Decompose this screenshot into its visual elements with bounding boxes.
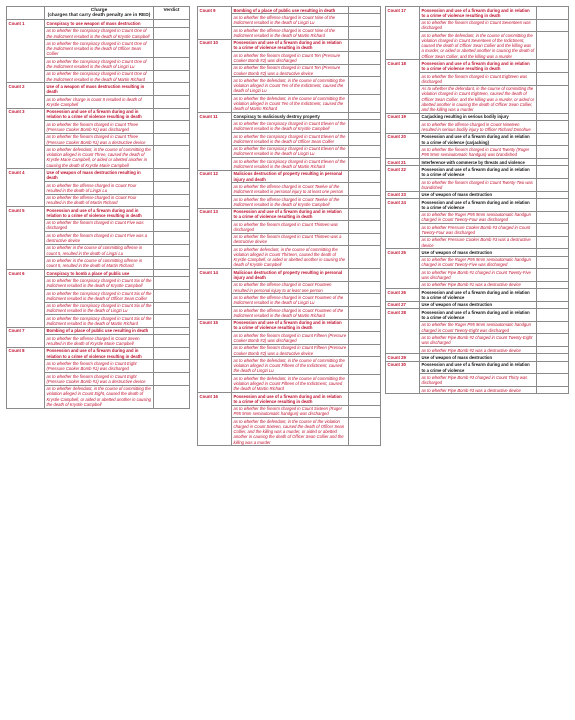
charge-text: Bombing of a place of public use resulting in death bbox=[45, 327, 154, 334]
verdict-cell[interactable] bbox=[154, 169, 190, 182]
charge-text: Use of weapon of mass destruction bbox=[420, 191, 537, 198]
sub-question-text: as to whether the defendant, in the course of committing the violation alleged in Count Fifteen of the Indictment, caused the death of Lingzi Lu bbox=[232, 357, 349, 375]
verdict-cell[interactable] bbox=[349, 357, 381, 375]
verdict-column-3 bbox=[385, 6, 569, 394]
count-row bbox=[7, 83, 190, 96]
verdict-cell[interactable] bbox=[537, 85, 569, 113]
sub-question-text: as to whether the Ruger P95 9mm semiautomatic handgun charged in Count Twenty-Eight was discharged bbox=[420, 321, 537, 334]
count-row bbox=[7, 207, 190, 220]
verdict-cell[interactable] bbox=[349, 393, 381, 406]
sub-question-text: as to whether in the course of committing offense in count 5, resulted in the death of Martin Richard bbox=[45, 257, 154, 270]
verdict-cell[interactable] bbox=[349, 158, 381, 171]
charge-text: Possession and use of a firearm during and in relation to a crime of violence resulting in death bbox=[232, 319, 349, 332]
charge-header-title: Charge bbox=[90, 7, 108, 13]
sub-question-text: as to whether Pressure Cooker Bomb #3 charged in Count Twenty-Four was discharged bbox=[420, 224, 537, 237]
verdict-cell[interactable] bbox=[537, 354, 569, 361]
table-header-row bbox=[7, 7, 190, 20]
verdict-cell[interactable] bbox=[349, 26, 381, 39]
count-row bbox=[7, 169, 190, 182]
count-row bbox=[386, 191, 569, 198]
sub-question-text: as to whether the offense charged in Count Fourteen of the Indictment resulted in the death of Lingzi Lu bbox=[232, 294, 349, 307]
sub-question-text: as to whether in the course of committing offense in count 5, resulted in the death of Lingzi Lu bbox=[45, 244, 154, 257]
verdict-cell[interactable] bbox=[537, 72, 569, 85]
verdict-cell[interactable] bbox=[154, 385, 190, 408]
count-label: Count 10 bbox=[198, 39, 232, 112]
sub-question-text: as to whether the firearm charged in Count Thirteen was a destructive device bbox=[232, 233, 349, 246]
verdict-cell[interactable] bbox=[349, 112, 381, 119]
verdict-cell[interactable] bbox=[154, 373, 190, 386]
verdict-cell[interactable] bbox=[349, 208, 381, 221]
verdict-cell[interactable] bbox=[537, 198, 569, 211]
verdict-cell[interactable] bbox=[537, 374, 569, 387]
verdict-cell[interactable] bbox=[154, 290, 190, 303]
count-label: Count 4 bbox=[7, 169, 45, 207]
count-row bbox=[386, 7, 569, 20]
verdict-cell[interactable] bbox=[349, 307, 381, 320]
count-row bbox=[7, 347, 190, 360]
count-label: Count 18 bbox=[386, 60, 420, 113]
count-row bbox=[7, 270, 190, 277]
count-row bbox=[386, 309, 569, 322]
sub-question-text: as to whether the conspiracy charged in Count Six of the Indictment resulted in the death of Martin Richard bbox=[45, 315, 154, 328]
sub-question-text: as to whether the conspiracy charged in Count One of the Indictment resulted in the death of Officer Sean Collier bbox=[45, 40, 154, 58]
verdict-cell[interactable] bbox=[349, 195, 381, 208]
sub-question-text: as to whether the offense charged in Count Nine of the Indictment resulted in the death of Martin Richard bbox=[232, 26, 349, 39]
charge-text: Possession and use of a firearm during and in relation to a crime of violence resulting in death bbox=[45, 347, 154, 360]
count-label: Count 13 bbox=[198, 208, 232, 269]
verdict-cell[interactable] bbox=[154, 302, 190, 315]
verdict-cell[interactable] bbox=[537, 121, 569, 134]
sub-question-text: as to whether the offense charged in Count Four resulted in the death of Martin Richard bbox=[45, 194, 154, 207]
count-label: Count 6 bbox=[7, 270, 45, 328]
sub-question-text: as to whether the defendant, in the course of committing the violation alleged in Count Ten of the Indictment, caused the death of Martin Richard bbox=[232, 95, 349, 113]
count-label: Count 17 bbox=[386, 7, 420, 60]
verdict-cell[interactable] bbox=[154, 347, 190, 360]
charge-text: Malicious destruction of property resulting in personal injury and death bbox=[232, 170, 349, 183]
sub-question-text: as to whether the offense charged in Count Twelve of the Indictment resulted in the death of Krystle Campbell bbox=[232, 195, 349, 208]
sub-question-text: as to whether the firearm charged in Count Sixteen (Ruger P95 9mm semiautomatic handgun) was discharged bbox=[232, 405, 349, 418]
count-row bbox=[386, 158, 569, 165]
sub-question-text: as to whether the firearm charged in Count Fifteen (Pressure Cooker Bomb #2) was a destructive device bbox=[232, 344, 349, 357]
verdict-column-1 bbox=[6, 6, 190, 409]
verdict-cell[interactable] bbox=[537, 32, 569, 60]
count-row bbox=[198, 269, 381, 282]
verdict-cell[interactable] bbox=[154, 121, 190, 134]
sub-question-text: as to whether the Ruger P95 9mm semiautomatic handgun charged in Count Twenty-Five was discharged bbox=[420, 256, 537, 269]
verdict-cell[interactable] bbox=[154, 194, 190, 207]
sub-question-text: as to whether the defendant, in the course of committing the violation alleged in Count Fifteen of the Indictment, caused the death of Martin Richard bbox=[232, 375, 349, 393]
verdict-cell[interactable] bbox=[349, 281, 381, 294]
count-label: Count 19 bbox=[386, 113, 420, 133]
verdict-cell[interactable] bbox=[154, 20, 190, 27]
verdict-cell[interactable] bbox=[349, 170, 381, 183]
verdict-table bbox=[6, 6, 190, 409]
sub-question-text: as to whether defendant, in the course of committing the violation alleged in Count Thirteen, caused the death of Krystle Campbell, or aided or abetted another in causing the death of Krystle Campbell bbox=[232, 246, 349, 269]
charge-text: Possession and use of a firearm during and in relation to a crime of violence resulting in death bbox=[45, 207, 154, 220]
count-row bbox=[198, 112, 381, 119]
sub-question-text: as to whether the offense charged in Count Twelve of the Indictment resulted in personal injury to at least one person bbox=[232, 183, 349, 196]
verdict-cell[interactable] bbox=[349, 269, 381, 282]
count-label: Count 1 bbox=[7, 20, 45, 83]
verdict-cell[interactable] bbox=[537, 269, 569, 282]
verdict-cell[interactable] bbox=[537, 191, 569, 198]
charge-text: Possession and use of a firearm during and in relation to a crime of violence resulting in death bbox=[232, 39, 349, 52]
count-label: Count 11 bbox=[198, 112, 232, 170]
count-label: Count 14 bbox=[198, 269, 232, 319]
count-label: Count 25 bbox=[386, 249, 420, 289]
verdict-cell[interactable] bbox=[537, 224, 569, 237]
sub-question-text: as to whether the offense charged in Count Four resulted in the death of Lingzi Lu bbox=[45, 181, 154, 194]
count-label: Count 20 bbox=[386, 133, 420, 158]
sub-question-text: as to whether defendant, in the course of committing the violation alleged in Count Three, caused the death of Krystle Marie Campbell, or aided or abetted another in causing the death of Krystle Marie Campbell bbox=[45, 146, 154, 169]
verdict-cell[interactable] bbox=[154, 58, 190, 71]
verdict-table bbox=[197, 6, 381, 446]
sub-question-text: as to whether the conspiracy charged in Count Eleven of the Indictment resulted in the death of Krystle Campbell bbox=[232, 120, 349, 133]
charge-text: Possession and use of a firearm during and in relation to a crime of violence bbox=[420, 309, 537, 322]
sub-question-text: as to whether the firearm charged in Count Ten (Pressure Cooker Bomb #2) was discharged bbox=[232, 52, 349, 65]
verdict-cell[interactable] bbox=[154, 27, 190, 40]
count-label: Count 9 bbox=[198, 7, 232, 40]
verdict-cell[interactable] bbox=[537, 211, 569, 224]
charge-text: Bombing of a place of public use resulting in death bbox=[232, 7, 349, 14]
sub-question-text: as to whether the conspiracy charged in Count Eleven of the Indictment resulted in the death of Officer Sean Collier bbox=[232, 132, 349, 145]
verdict-cell[interactable] bbox=[154, 207, 190, 220]
count-label: Count 5 bbox=[7, 207, 45, 270]
charge-text: Use of weapon of mass destruction bbox=[420, 249, 537, 256]
count-label: Count 8 bbox=[7, 347, 45, 408]
verdict-cell[interactable] bbox=[537, 347, 569, 354]
verdict-cell[interactable] bbox=[349, 95, 381, 113]
verdict-cell[interactable] bbox=[537, 289, 569, 302]
count-row bbox=[198, 170, 381, 183]
count-header-cell bbox=[7, 7, 45, 20]
verdict-cell[interactable] bbox=[349, 52, 381, 65]
verdict-cell[interactable] bbox=[349, 145, 381, 158]
verdict-cell[interactable] bbox=[154, 315, 190, 328]
verdict-cell[interactable] bbox=[154, 70, 190, 83]
count-label: Count 3 bbox=[7, 108, 45, 169]
verdict-cell[interactable] bbox=[154, 232, 190, 245]
verdict-cell[interactable] bbox=[154, 95, 190, 108]
verdict-cell[interactable] bbox=[349, 319, 381, 332]
verdict-cell[interactable] bbox=[537, 158, 569, 165]
charge-text: Malicious destruction of property resulting in personal injury and death bbox=[232, 269, 349, 282]
charge-header-subtitle: (charges that carry death penalty are in RED) bbox=[47, 13, 151, 19]
count-label: Count 27 bbox=[386, 301, 420, 308]
charge-text: Use of weapon of mass destruction bbox=[420, 301, 537, 308]
verdict-cell[interactable] bbox=[349, 64, 381, 77]
count-row bbox=[386, 361, 569, 374]
verdict-cell[interactable] bbox=[537, 166, 569, 179]
verdict-header: Verdict bbox=[154, 7, 190, 20]
count-label: Count 21 bbox=[386, 158, 420, 165]
sub-question-text: as to whether the offense charged in Count Nineteen resulted in serious bodily injury to Officer Richard Donohue bbox=[420, 121, 537, 134]
sub-question-text: as to whether the firearm charged in Count Fifteen (Pressure Cooker Bomb #2) was discharged bbox=[232, 332, 349, 345]
verdict-cell[interactable] bbox=[154, 181, 190, 194]
verdict-cell[interactable] bbox=[537, 236, 569, 249]
charge-header bbox=[45, 7, 154, 20]
count-row bbox=[7, 108, 190, 121]
verdict-cell[interactable] bbox=[154, 327, 190, 334]
sub-question-text: as to whether the offense charged in Count Nine of the Indictment resulted in the death of Lingzi Lu bbox=[232, 14, 349, 27]
verdict-cell[interactable] bbox=[349, 132, 381, 145]
count-row bbox=[386, 289, 569, 302]
sub-question-text: as to whether Pipe Bomb #2 charged in Count Twenty-Eight was discharged bbox=[420, 334, 537, 347]
verdict-cell[interactable] bbox=[537, 387, 569, 394]
charge-text: Possession and use of a firearm during and in relation to a crime of violence bbox=[420, 166, 537, 179]
count-label: Count 26 bbox=[386, 289, 420, 302]
charge-text: Use of weapon of mass destruction resulting in death bbox=[45, 169, 154, 182]
verdict-cell[interactable] bbox=[349, 7, 381, 14]
verdict-cell[interactable] bbox=[349, 221, 381, 234]
verdict-cell[interactable] bbox=[154, 133, 190, 146]
sub-question-text: as to whether the conspiracy charged in Count Six of the Indictment resulted in the death of Lingzi Lu bbox=[45, 302, 154, 315]
count-row bbox=[386, 301, 569, 308]
sub-question-text: as to whether the firearm charged in Count Twenty-Two was brandished bbox=[420, 178, 537, 191]
count-row bbox=[386, 354, 569, 361]
count-row bbox=[7, 327, 190, 334]
charge-text: Conspiracy to bomb a place of public use bbox=[45, 270, 154, 277]
sub-question-text: as to whether the conspiracy charged in Count One of the Indictment resulted in the death of Krystle Campbell bbox=[45, 27, 154, 40]
verdict-cell[interactable] bbox=[349, 233, 381, 246]
charge-text: Use of weapon of mass destruction bbox=[420, 354, 537, 361]
sub-question-text: as to whether the conspiracy charged in Count Eleven of the Indictment resulted in the death of Martin Richard bbox=[232, 158, 349, 171]
charge-text: Conspiracy to use weapon of mass destruction bbox=[45, 20, 154, 27]
verdict-cell[interactable] bbox=[349, 183, 381, 196]
verdict-cell[interactable] bbox=[349, 332, 381, 345]
count-row bbox=[386, 198, 569, 211]
count-row bbox=[198, 39, 381, 52]
verdict-cell[interactable] bbox=[537, 249, 569, 256]
verdict-cell[interactable] bbox=[349, 77, 381, 95]
charge-text: Possession and use of a firearm during and in relation to a crime of violence resulting in death bbox=[420, 7, 537, 20]
verdict-cell[interactable] bbox=[349, 405, 381, 418]
verdict-cell[interactable] bbox=[537, 281, 569, 288]
verdict-cell[interactable] bbox=[154, 40, 190, 58]
count-label: Count 15 bbox=[198, 319, 232, 392]
sub-question-text: as to whether Pipe Bomb #2 was a destructive device bbox=[420, 347, 537, 354]
verdict-cell[interactable] bbox=[154, 277, 190, 290]
count-label: Count 24 bbox=[386, 198, 420, 248]
sub-question-text: as to whether the firearm charged in Count Eight (Pressure Cooker Bomb #1) was a destructive device bbox=[45, 373, 154, 386]
verdict-cell[interactable] bbox=[349, 418, 381, 446]
sub-question-text: as to whether the defendant, in the course of committing the violation alleged in Count Ten of the Indictment, caused the death of Lingzi Lu bbox=[232, 77, 349, 95]
sub-question-text: as to whether the offense charged in Count Seven resulted in the death of Krystle Marie Campbell bbox=[45, 335, 154, 348]
verdict-cell[interactable] bbox=[154, 219, 190, 232]
verdict-cell[interactable] bbox=[537, 146, 569, 159]
sub-question-text: as to whether the firearm charged in Count Ten (Pressure Cooker Bomb #2) was a destructive device bbox=[232, 64, 349, 77]
verdict-cell[interactable] bbox=[349, 120, 381, 133]
count-label: Count 7 bbox=[7, 327, 45, 347]
charge-text: Interference with commerce by threats and violence bbox=[420, 158, 537, 165]
count-label: Count 2 bbox=[7, 83, 45, 108]
charge-text: Use of a weapon of mass destruction resulting in death bbox=[45, 83, 154, 96]
sub-question-text: as to whether the conspiracy charged in Count Six of the Indictment resulted in the death of Krystle Campbell bbox=[45, 277, 154, 290]
verdict-cell[interactable] bbox=[537, 301, 569, 308]
verdict-cell[interactable] bbox=[154, 83, 190, 96]
sub-question-text: As to whether the defendant, in the course of committing the violation charged in Count Eighteen, caused the death of Officer Sean Collier, and the killing was a murder, or aided or abetted another in causing the death of Officer Sean Collier, and the killing was a murder bbox=[420, 85, 537, 113]
count-label: Count 30 bbox=[386, 361, 420, 394]
verdict-cell[interactable] bbox=[154, 146, 190, 169]
sub-question-text: as to whether the firearm charged in Count Five was discharged bbox=[45, 219, 154, 232]
verdict-cell[interactable] bbox=[537, 60, 569, 73]
count-row bbox=[198, 393, 381, 406]
charge-text: Possession and use of a firearm during and in relation to a crime of violence resulting in death bbox=[232, 393, 349, 406]
verdict-cell[interactable] bbox=[154, 360, 190, 373]
count-row bbox=[386, 133, 569, 146]
verdict-cell[interactable] bbox=[349, 246, 381, 269]
verdict-cell[interactable] bbox=[154, 108, 190, 121]
sub-question-text: as to whether the defendant, in the course of committing the violation charged in Count Seventeen of the Indictment, caused the death of Officer Sean Collier and the killing was a murder, or aided or abetted another in causing the death of Officer Sean Collier, and the killing was a murder bbox=[420, 32, 537, 60]
verdict-cell[interactable] bbox=[537, 133, 569, 146]
sub-question-text: as to whether charge in count II resulted in death of Krystle Campbell bbox=[45, 95, 154, 108]
sub-question-text: as to whether the offense charged in Count Fourteen resulted in personal injury to at least one person bbox=[232, 281, 349, 294]
sub-question-text: as to whether the firearm charged in Count Twenty (Ruger P95 9mm semiautomatic handgun) was brandished bbox=[420, 146, 537, 159]
charge-text: Carjacking resulting in serious bodily injury bbox=[420, 113, 537, 120]
verdict-cell[interactable] bbox=[537, 334, 569, 347]
verdict-cell[interactable] bbox=[537, 113, 569, 120]
sub-question-text: as to whether the firearm charged in Count Five was a destructive device bbox=[45, 232, 154, 245]
verdict-cell[interactable] bbox=[537, 309, 569, 322]
count-label: Count 29 bbox=[386, 354, 420, 361]
verdict-table bbox=[385, 6, 569, 394]
sub-question-text: as to whether Pipe Bomb #1 was a destructive device bbox=[420, 281, 537, 288]
count-row bbox=[7, 20, 190, 27]
verdict-cell[interactable] bbox=[154, 257, 190, 270]
sub-question-text: as to whether the conspiracy charged in Count Six of the Indictment resulted in the death of Officer Sean Collier bbox=[45, 290, 154, 303]
count-label: Count 22 bbox=[386, 166, 420, 191]
count-label: Count 28 bbox=[386, 309, 420, 354]
sub-question-text: as to whether Pipe Bomb #1 charged in Count Twenty-Five was discharged bbox=[420, 269, 537, 282]
count-row bbox=[386, 249, 569, 256]
sub-question-text: as to whether the firearm charged in Count Eighteen was discharged bbox=[420, 72, 537, 85]
count-row bbox=[386, 113, 569, 120]
verdict-cell[interactable] bbox=[537, 178, 569, 191]
sub-question-text: as to whether the conspiracy charged in Count One of the Indictment resulted in the death of Martin Richard bbox=[45, 70, 154, 83]
count-row bbox=[198, 208, 381, 221]
verdict-column-2 bbox=[197, 6, 381, 446]
sub-question-text: as to whether the defendant, in the course of the violation charged in Count Sixteen, caused the death of Officer Sean Collier, and the killing was a murder, or aided or abetted another in causing the death of Officer Sean Collier and the killing was a murder bbox=[232, 418, 349, 446]
verdict-cell[interactable] bbox=[537, 321, 569, 334]
sub-question-text: as to whether the firearm charged in Count Three (Pressure Cooker Bomb #1) was discharged bbox=[45, 121, 154, 134]
verdict-cell[interactable] bbox=[537, 256, 569, 269]
verdict-cell[interactable] bbox=[154, 335, 190, 348]
sub-question-text: as to whether the firearm charged in Count Eight (Pressure Cooker Bomb #1) was discharged bbox=[45, 360, 154, 373]
count-label: Count 23 bbox=[386, 191, 420, 198]
sub-question-text: as to whether the conspiracy charged in Count Eleven of the Indictment resulted in the death of Lingzi Lu bbox=[232, 145, 349, 158]
charge-text: Possession and use of a firearm during and in relation to a crime of violence bbox=[420, 361, 537, 374]
sub-question-text: as to whether Pipe Bomb #3 charged in Count Thirty was discharged bbox=[420, 374, 537, 387]
count-row bbox=[198, 7, 381, 14]
charge-text: Possession and use of a firearm during and in relation to a crime of violence resulting in death bbox=[45, 108, 154, 121]
count-label: Count 12 bbox=[198, 170, 232, 208]
sub-question-text: as to whether the conspiracy charged in Count One of the Indictment resulted in the death of Lingzi Lu bbox=[45, 58, 154, 71]
charge-text: Possession and use of a firearm during and in relation to a crime of violence (carjacking) bbox=[420, 133, 537, 146]
charge-text: Possession and use of a firearm during and in relation to a crime of violence resulting in death bbox=[232, 208, 349, 221]
sub-question-text: as to whether Pipe Bomb #3 was a destructive device bbox=[420, 387, 537, 394]
verdict-cell[interactable] bbox=[537, 361, 569, 374]
count-label: Count 16 bbox=[198, 393, 232, 446]
sub-question-text: as to whether the Ruger P95 9mm semiautomatic handgun charged in Count Twenty-Four was discharged bbox=[420, 211, 537, 224]
verdict-cell[interactable] bbox=[537, 19, 569, 32]
charge-text: Possession and use of a firearm during and in relation to a crime of violence bbox=[420, 289, 537, 302]
verdict-cell[interactable] bbox=[349, 294, 381, 307]
verdict-cell[interactable] bbox=[154, 270, 190, 277]
verdict-cell[interactable] bbox=[349, 344, 381, 357]
charge-text: Possession and use of a firearm during and in relation to a crime of violence bbox=[420, 198, 537, 211]
sub-question-text: as to whether the firearm charged in Count Thirteen was discharged bbox=[232, 221, 349, 234]
verdict-cell[interactable] bbox=[537, 7, 569, 20]
sub-question-text: as to whether the offense charged in Count Fourteen of the Indictment resulted in the death of Martin Richard bbox=[232, 307, 349, 320]
sub-question-text: as to whether the firearm charged in Count Seventeen was discharged bbox=[420, 19, 537, 32]
sub-question-text: as to whether Pressure Cooker Bomb #3 was a destructive device bbox=[420, 236, 537, 249]
verdict-cell[interactable] bbox=[349, 39, 381, 52]
verdict-cell[interactable] bbox=[349, 375, 381, 393]
sub-question-text: as to whether defendant, in the course of committing the violation alleged in Count Eight, caused the death of Krystle Campbell, or aided or abetted another in causing the death of Krystle Campbell bbox=[45, 385, 154, 408]
verdict-cell[interactable] bbox=[349, 14, 381, 27]
charge-text: Conspiracy to maliciously destroy property bbox=[232, 112, 349, 119]
count-row bbox=[386, 166, 569, 179]
verdict-cell[interactable] bbox=[154, 244, 190, 257]
count-row bbox=[198, 319, 381, 332]
count-row bbox=[386, 60, 569, 73]
sub-question-text: as to whether the firearm charged in Count Three (Pressure Cooker Bomb #1) was a destructive device bbox=[45, 133, 154, 146]
charge-text: Possession and use of a firearm during and in relation to a crime of violence resulting in death bbox=[420, 60, 537, 73]
